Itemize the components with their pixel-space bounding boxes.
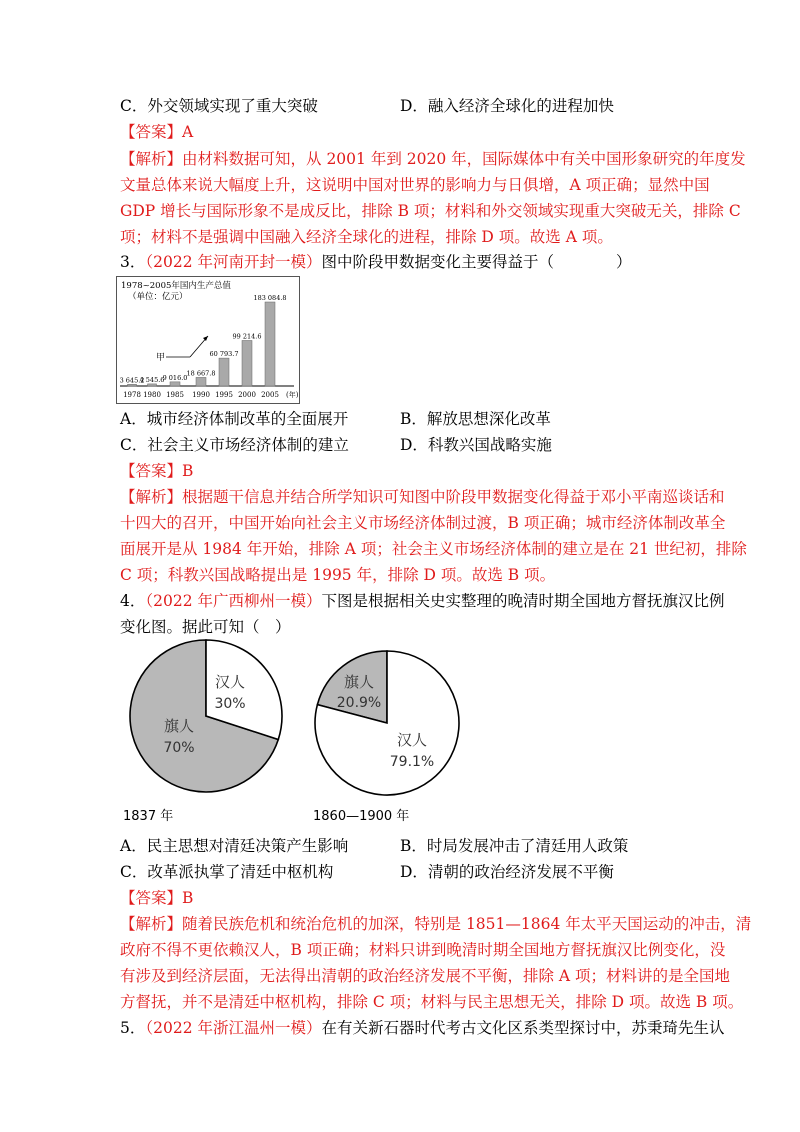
q2-analysis-line-4: 项；材料不是强调中国融入经济全球化的进程，排除 D 项。故选 A 项。 — [120, 228, 613, 246]
x-tick-label: 1978 — [123, 391, 141, 399]
bar-2005 — [265, 302, 275, 386]
q3-option-c: C．社会主义市场经济体制的建立 — [120, 436, 349, 454]
q4-option-b: B．时局发展冲击了清廷用人政策 — [400, 837, 629, 855]
x-axis-unit: (年) — [286, 391, 299, 399]
analysis-tag: 【解析】 — [120, 915, 183, 933]
q2-analysis-line-2: 文量总体来说大幅度上升，这说明中国对世界的影响力与日俱增，A 项正确；显然中国 — [120, 176, 710, 194]
x-tick-label: 2005 — [261, 391, 279, 399]
answer-value: B — [182, 889, 194, 907]
pie2-qi-pct: 20.9% — [336, 695, 382, 711]
q4-analysis-line-3: 有涉及到经济层面，无法得出清朝的政治经济发展不平衡，排除 A 项；材料讲的是全国地 — [120, 967, 731, 985]
q4-answer — [120, 888, 193, 908]
bar-value-label: 18 667.8 — [186, 369, 216, 378]
q4-option-c: C．改革派执掌了清廷中枢机构 — [120, 863, 334, 881]
pie2-caption: 1860—1900 年 — [313, 809, 410, 824]
pie-chart-1860-1900 — [312, 648, 462, 798]
bar-value-label: 4 545.6 — [139, 375, 165, 384]
analysis-text: 随着民族危机和统治危机的加深，特别是 1851—1864 年太平天国运动的冲击，清 — [182, 915, 752, 933]
x-tick-label: 1980 — [143, 391, 161, 399]
chart-title: 1978~2005年国内生产总值 — [121, 281, 231, 291]
question-number: 4． — [120, 592, 146, 610]
pie2-han-pct: 79.1% — [389, 754, 435, 770]
q4-stem-line-2: 变化图。据此可知（ ） — [120, 618, 291, 636]
q4-analysis-line-1 — [120, 914, 751, 934]
question-source: （2022 年浙江温州一模） — [145, 1019, 322, 1037]
question-stem: 在有关新石器时代考古文化区系类型探讨中，苏秉琦先生认 — [321, 1019, 725, 1037]
question-number: 5． — [120, 1019, 146, 1037]
answer-value: A — [182, 123, 194, 141]
q2-analysis-line-1 — [120, 149, 746, 169]
pie1-qi-pct: 70% — [163, 740, 195, 756]
bar-1985 — [170, 382, 180, 386]
question-stem: 下图是根据相关史实整理的晚清时期全国地方督抚旗汉比例 — [321, 592, 725, 610]
q3-analysis-line-3: 面展开是从 1984 年开始，排除 A 项；社会主义市场经济体制的建立是在 21 世纪初，排除 — [120, 540, 747, 558]
q2-option-d: D．融入经济全球化的进程加快 — [400, 97, 614, 115]
q3-answer — [120, 461, 193, 481]
answer-tag: 【答案】 — [120, 462, 183, 480]
q4-option-d: D．清朝的政治经济发展不平衡 — [400, 863, 614, 881]
bar-value-label: 99 214.6 — [232, 332, 262, 341]
answer-tag: 【答案】 — [120, 123, 183, 141]
q3-option-a: A．城市经济体制改革的全面展开 — [120, 410, 349, 428]
x-tick-label: 1990 — [192, 391, 210, 399]
bar-1990 — [196, 377, 206, 386]
q3-analysis-line-2: 十四大的召开，中国开始向社会主义市场经济体制过渡，B 项正确；城市经济体制改革全 — [120, 514, 726, 532]
q2-option-c: C．外交领域实现了重大突破 — [120, 97, 318, 115]
pie1-qi-label: 旗人 — [163, 717, 195, 735]
bar-1980 — [148, 384, 157, 386]
q3-analysis-line-1 — [120, 487, 725, 507]
analysis-tag: 【解析】 — [120, 488, 183, 506]
q4-analysis-line-4: 方督抚，并不是清廷中枢机构，排除 C 项；材料与民主思想无关，排除 D 项。故选 B 项。 — [120, 993, 744, 1011]
q2-analysis-line-3: GDP 增长与国际形象不是成反比，排除 B 项；材料和外交领域实现重大突破无关，排除 C — [120, 202, 741, 220]
bar-value-label: 9 016.0 — [162, 373, 188, 382]
q2-answer — [120, 122, 193, 142]
answer-value: B — [182, 462, 194, 480]
question-stem: 图中阶段甲数据变化主要得益于（ ） — [321, 253, 632, 271]
pie1-han-pct: 30% — [214, 696, 246, 712]
pie1-caption: 1837 年 — [123, 809, 174, 824]
x-tick-label: 2000 — [238, 391, 256, 399]
gdp-bar-chart — [116, 276, 300, 404]
analysis-text: 根据题干信息并结合所学知识可知图中阶段甲数据变化得益于邓小平南巡谈话和 — [182, 488, 725, 506]
analysis-text: 由材料数据可知，从 2001 年到 2020 年，国际媒体中有关中国形象研究的年度发 — [182, 150, 746, 168]
answer-tag: 【答案】 — [120, 889, 183, 907]
q3-option-b: B．解放思想深化改革 — [400, 410, 551, 428]
q4-analysis-line-2: 政府不得不更依赖汉人，B 项正确；材料只讲到晚清时期全国地方督抚旗汉比例变化，没 — [120, 941, 726, 959]
chart-annotation-jia: 甲 — [156, 353, 166, 363]
question-source: （2022 年广西柳州一模） — [145, 592, 322, 610]
q4-stem-line-1 — [120, 591, 725, 611]
q3-stem — [120, 252, 632, 272]
q4-option-a: A．民主思想对清廷决策产生影响 — [120, 837, 349, 855]
question-number: 3． — [120, 253, 146, 271]
bar-2000 — [242, 340, 252, 386]
bar-value-label: 60 793.7 — [209, 350, 239, 359]
pie-chart-1837 — [126, 636, 286, 796]
bar-1995 — [219, 358, 229, 386]
x-tick-label: 1995 — [215, 391, 233, 399]
pie2-han-label: 汉人 — [396, 731, 428, 749]
bar-value-label: 183 084.8 — [253, 294, 287, 302]
chart-unit: （单位：亿元） — [128, 292, 188, 302]
bar-1978 — [128, 384, 137, 386]
pie2-qi-label: 旗人 — [343, 673, 375, 691]
question-source: （2022 年河南开封一模） — [145, 253, 322, 271]
analysis-tag: 【解析】 — [120, 150, 183, 168]
q3-analysis-line-4: C 项；科教兴国战略提出是 1995 年，排除 D 项。故选 B 项。 — [120, 566, 556, 584]
x-tick-label: 1985 — [166, 391, 184, 399]
q5-stem — [120, 1018, 725, 1038]
pie1-han-label: 汉人 — [214, 673, 246, 691]
q3-option-d: D．科教兴国战略实施 — [400, 436, 552, 454]
bar-value-label: 3 645.2 — [119, 376, 145, 385]
